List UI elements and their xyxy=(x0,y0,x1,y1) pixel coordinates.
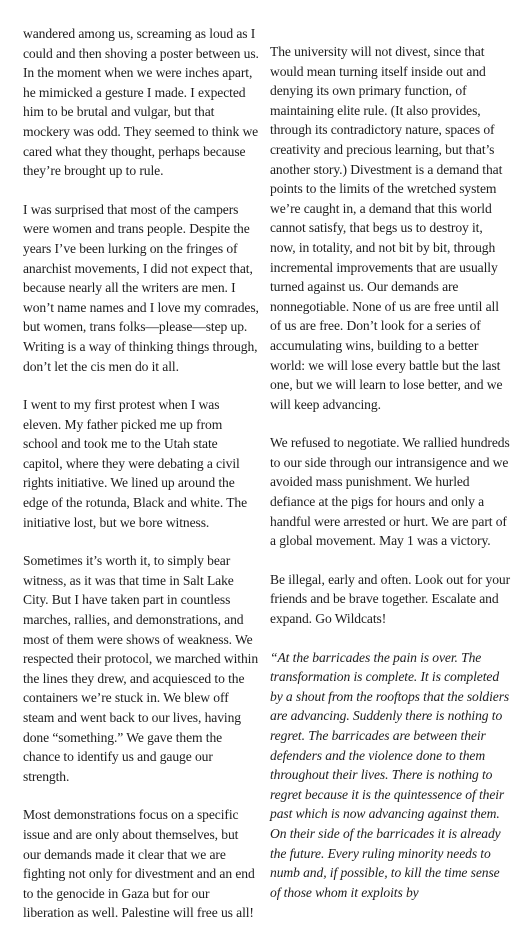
paragraph-campers: I was surprised that most of the campers were women and trans people. Despite the years I’ve been lurking on the fringes of anarchist movements, I did not expect that, because nearly all the writers are men. I won’t name names and I love my comrades, but women, trans folks—please—step up. Writing is a way of thinking things through, don’t let the cis men do it all. xyxy=(23,201,259,374)
paragraph-demonstrations: Most demonstrations focus on a specific issue and are only about themselves, but our demands made it clear that we are fighting not only for divestment and an end to the genocide in Gaza but for our liberation as well. Palestine will free us all! xyxy=(23,807,255,921)
quote-barricades: “At the barricades the pain is over. The transformation is complete. It is completed by a shout from the rooftops that the soldiers are advancing. Suddenly there is nothing to regret. The barricades are between their defenders and the violence done to them throughout their lives. There is nothing to regret because it is the quintessence of their past which is now advancing against them. On their side of the barricades it is already the future. Every ruling minority needs to numb and, if possible, to kill the time sense of those whom it exploits by xyxy=(270,649,510,900)
right-column xyxy=(270,42,510,921)
left-column xyxy=(23,24,259,942)
paragraph-divest: The university will not divest, since that would mean turning itself inside out and denying its own primary function, of maintaining elite rule. (It also provides, through its contradictory nature, spaces of creativity and precious learning, but that’s another story.) Divestment is a demand that points to the limits of the wretched system we’re caught in, a demand that this world cannot satisfy, that begs us to destroy it, now, in totality, and not bit by bit, through incremental improvements that are usually turned against us. Our demands are nonnegotiable. None of us are free until all of us are free. Don’t look for a series of accumulating wins, building to a better world: we will lose every battle but the last one, but we will learn to lose better, and we will keep advancing. xyxy=(270,44,503,412)
paragraph-refused: We refused to negotiate. We rallied hundreds to our side through our intransigence and we avoided mass punishment. We hurled defiance at the pigs for hours and only a handful were arrested or hurt. We are part of a global movement. May 1 was a victory. xyxy=(270,435,510,549)
paragraph-be-illegal: Be illegal, early and often. Look out for your friends and be brave together. Escalate and expand. Go Wildcats! xyxy=(270,571,511,627)
paragraph-wandered: wandered among us, screaming as loud as I could and then shoving a poster between us. In the moment when we were inches apart, he mimicked a gesture I made. I expected him to be brutal and vulgar, but that mockery was odd. They seemed to think we cared what they thought, perhaps because they’re brought up to rule. xyxy=(23,26,259,179)
paragraph-bear-witness: Sometimes it’s worth it, to simply bear witness, as it was that time in Salt Lake City. But I have taken part in countless marches, rallies, and demonstrations, and most of them were shows of weakness. We respected their protocol, we marched within the lines they drew, and acquiesced to the containers we’re stuck in. We blew off steam and went back to our lives, having done “something.” We gave them the chance to identify us and gauge our strength. xyxy=(23,553,259,784)
paragraph-first-protest: I went to my first protest when I was eleven. My father picked me up from school and took me to the Utah state capitol, where they were debating a civil rights initiative. We lined up around the edge of the rotunda, Black and white. The initiative lost, but we bore witness. xyxy=(23,397,248,530)
